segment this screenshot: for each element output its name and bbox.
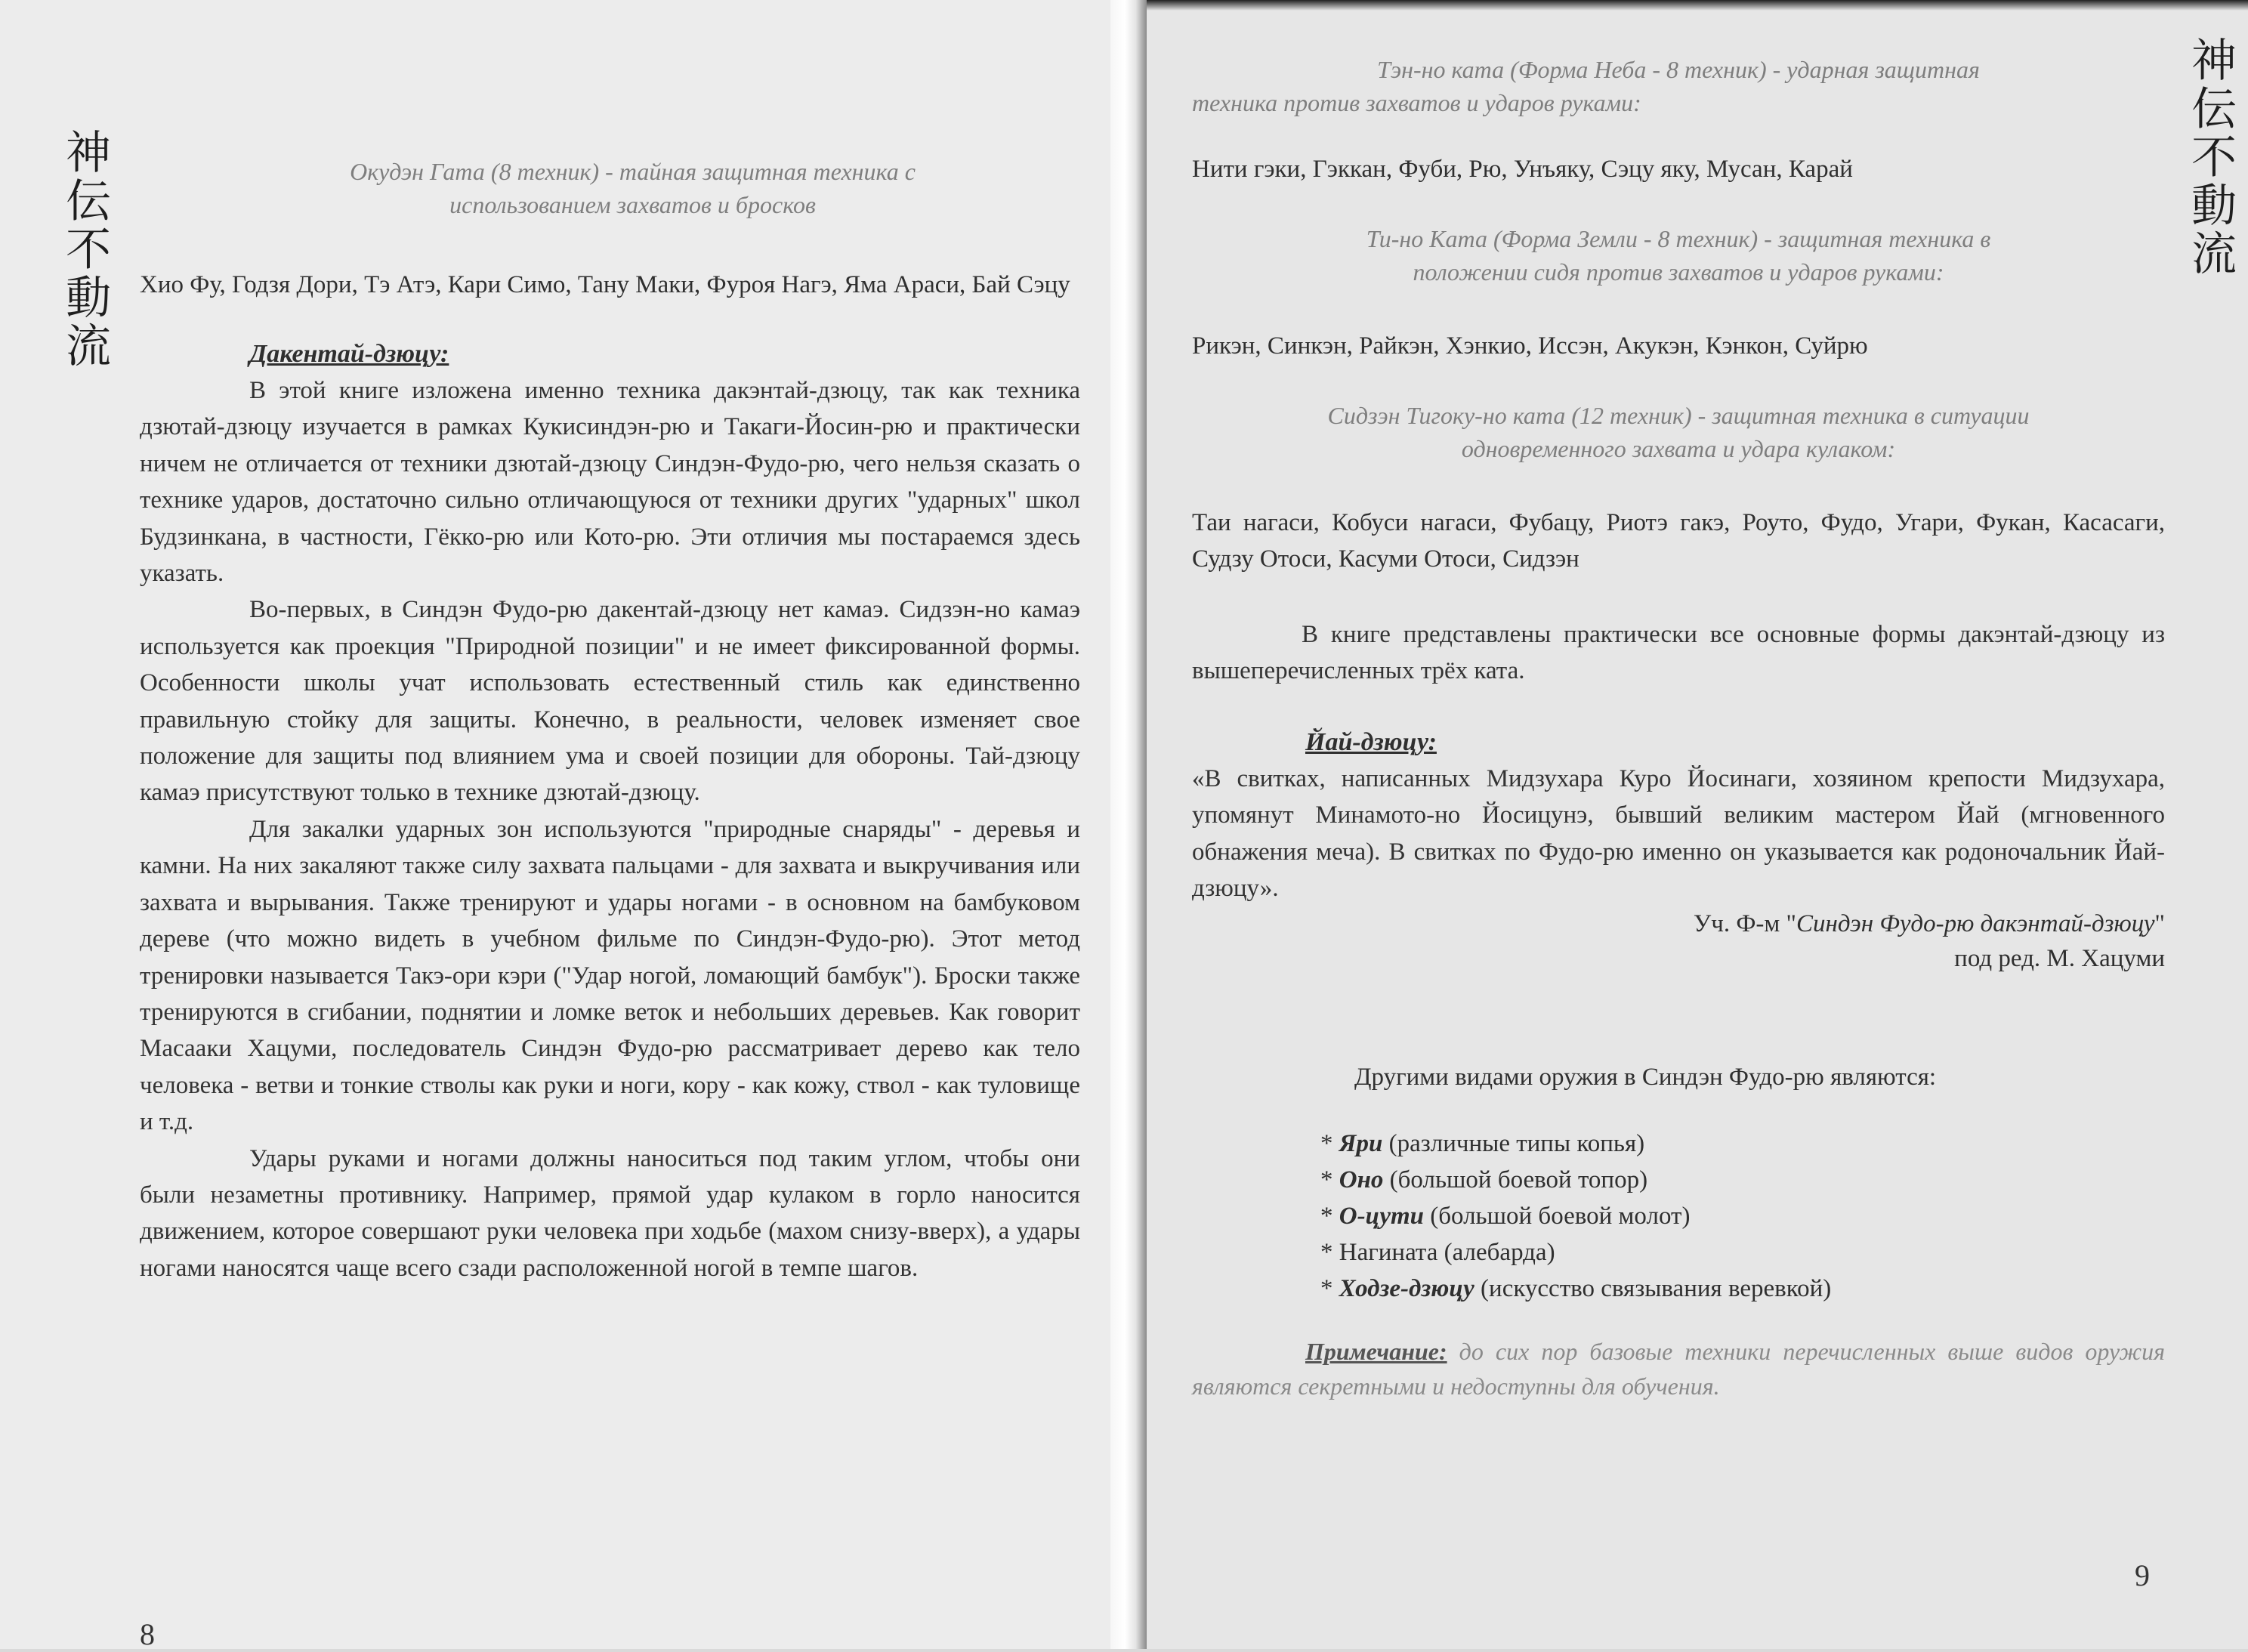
vertical-title-right: 神伝不動流: [2184, 36, 2237, 278]
ten-heading-line1: Тэн-но ката (Форма Неба - 8 техник) - ударная защитная: [1377, 56, 1980, 83]
right-page: [1147, 0, 2248, 1649]
book-gutter: [1110, 0, 1147, 1649]
page-number-left: 8: [140, 1617, 155, 1651]
note-label: Примечание:: [1305, 1338, 1447, 1366]
weapon-item: * Оно (большой боевой топор): [1320, 1166, 1648, 1194]
paragraph-3: Для закалки ударных зон используются "природные снаряды" - деревья и камни. На них закаляют также силу захвата пальцами - для захвата и выкручивания или захвата и вырывания. Также тренируют и удары ногами - в основном на бамбуковом дереве (что можно видеть в учебном фильме по Синдэн-Фудо-рю). Этот метод тренировки называется Такэ-ори кэри ("Удар ногой, ломающий бамбук"). Броски также тренируются в сгибании, поднятии и ломке веток и небольших деревьев. Как говорит Масааки Хацуми, последователь Синдэн Фудо-рю рассматривает дерево как тело человека - ветви и тонкие стволы как руки и ноги, кору - как кожу, ствол - как туловище и т.д.: [140, 815, 1080, 1136]
weapon-desc: (большой боевой топор): [1383, 1166, 1648, 1194]
left-page: [0, 0, 1110, 1649]
editor-credit: под ред. М. Хацуми: [1954, 945, 2165, 973]
weapon-item: * Нагината (алебарда): [1320, 1239, 1555, 1267]
weapon-name: Ходзе-дзюцу: [1339, 1275, 1474, 1303]
weapon-item: * О-цути (большой боевой молот): [1320, 1203, 1691, 1231]
paragraph-2: Во-первых, в Синдэн Фудо-рю дакентай-дзюцу нет камаэ. Сидзэн-но камаэ используется как проекция "Природной позиции" и не имеет фиксированной формы. Особенности школы учат использовать естественный стиль как единственно правильную стойку для защиты. Конечно, в реальности, человек изменяет свое положение для защиты под влиянием ума и своей позиции для обороны. Тай-дзюцу камаэ присутствуют только в технике дзютай-дзюцу.: [140, 596, 1080, 807]
kata-summary: В книге представлены практически все основные формы дакэнтай-дзюцу из вышеперечисленных трёх ката.: [1192, 621, 2165, 685]
weapon-desc: Нагината (алебарда): [1339, 1239, 1555, 1267]
iai-quote: «В свитках, написанных Мидзухара Куро Йосинаги, хозяином крепости Мидзухара, упомянут Минамото-но Йосицунэ, бывший великим мастером Йай (мгновенного обнажения меча). В свитках по Фудо-рю именно он указывается как родоночальник Йай-дзюцу».: [1192, 764, 2165, 903]
note: [1192, 1334, 2165, 1403]
paragraph-4: Удары руками и ногами должны наноситься под таким углом, чтобы они были незаметны противнику. Например, прямой удар кулаком в горло наносится движением, которое совершают руки человека при ходьбе (махом снизу-вверх), а удары ногами наносятся чаще всего сзади расположенной ногой в темпе шагов.: [140, 1144, 1080, 1282]
right-page-content: [1192, 53, 2165, 1403]
weapon-desc: (большой боевой молот): [1424, 1203, 1691, 1231]
citation: [1192, 906, 2165, 941]
weapon-desc: (различные типы копья): [1382, 1130, 1645, 1158]
vertical-title-left: 神伝不動流: [58, 128, 111, 370]
weapons-intro: Другими видами оружия в Синдэн Фудо-рю являются:: [1354, 1064, 1937, 1092]
citation-prefix: Уч. Ф-м ": [1693, 910, 1797, 938]
ten-technique-list: Нити гэки, Гэккан, Фуби, Рю, Унъяку, Сэцу яку, Мусан, Карай: [1192, 156, 1853, 183]
top-edge-shadow: [1147, 0, 2248, 11]
weapon-item: * Яри (различные типы копья): [1320, 1130, 1645, 1158]
chi-heading-line2: положении сидя против захватов и ударов руками:: [1413, 258, 1944, 286]
paragraph-1: В этой книге изложена именно техника дакэнтай-дзюцу, так как техника дзютай-дзюцу изучается в рамках Кукисиндэн-рю и Такаги-Йосин-рю и практически ничем не отличается от техники дзютай-дзюцу Синдэн-Фудо-рю, чего нельзя сказать о технике ударов, достаточно сильно отличающуюся от техники других "ударных" школ Будзинкана, в частности, Гёкко-рю или Кото-рю. Эти отличия мы постараемся здесь указать.: [140, 377, 1080, 588]
okuden-heading-line2: использованием захватов и бросков: [449, 191, 816, 218]
chi-technique-list: Рикэн, Синкэн, Райкэн, Хэнкио, Иссэн, Акукэн, Кэнкон, Суйрю: [1192, 332, 1868, 360]
okuden-heading-line1: Окудэн Гата (8 техник) - тайная защитная техника с: [350, 158, 916, 185]
page-number-right: 9: [2135, 1558, 2150, 1592]
weapon-name: О-цути: [1339, 1203, 1424, 1231]
shizen-technique-list: Таи нагаси, Кобуси нагаси, Фубацу, Риотэ гакэ, Роуто, Фудо, Угари, Фукан, Касасаги, Судзу Отоси, Касуми Отоси, Сидзэн: [1192, 509, 2165, 573]
left-page-content: [140, 155, 1080, 1286]
note-text: до сих пор базовые техники перечисленных выше видов оружия являются секретными и недоступны для обучения.: [1192, 1338, 2165, 1400]
weapon-item: * Ходзе-дзюцу (искусство связывания веревкой): [1320, 1275, 1832, 1303]
weapon-name: Яри: [1339, 1130, 1383, 1158]
citation-title: Синдэн Фудо-рю дакэнтай-дзюцу: [1796, 910, 2155, 938]
iai-heading: Йай-дзюцу:: [1305, 727, 1437, 756]
citation-suffix: ": [2154, 910, 2165, 938]
chi-heading-line1: Ти-но Ката (Форма Земли - 8 техник) - защитная техника в: [1366, 225, 1991, 252]
weapon-desc: (искусство связывания веревкой): [1474, 1275, 1832, 1303]
weapons-list: [1192, 1126, 2165, 1307]
shizen-heading-line2: одновременного захвата и удара кулаком:: [1461, 435, 1896, 462]
dakentai-heading: Дакентай-дзюцу:: [249, 340, 449, 368]
okuden-technique-list: Хио Фу, Годзя Дори, Тэ Атэ, Кари Симо, Тану Маки, Фурoя Нагэ, Яма Араси, Бай Сэцу: [140, 271, 1070, 298]
weapon-name: Оно: [1339, 1166, 1384, 1194]
shizen-heading-line1: Сидзэн Тигоку-но ката (12 техник) - защитная техника в ситуации: [1327, 402, 2030, 429]
ten-heading-line2: техника против захватов и ударов руками:: [1192, 89, 1641, 116]
